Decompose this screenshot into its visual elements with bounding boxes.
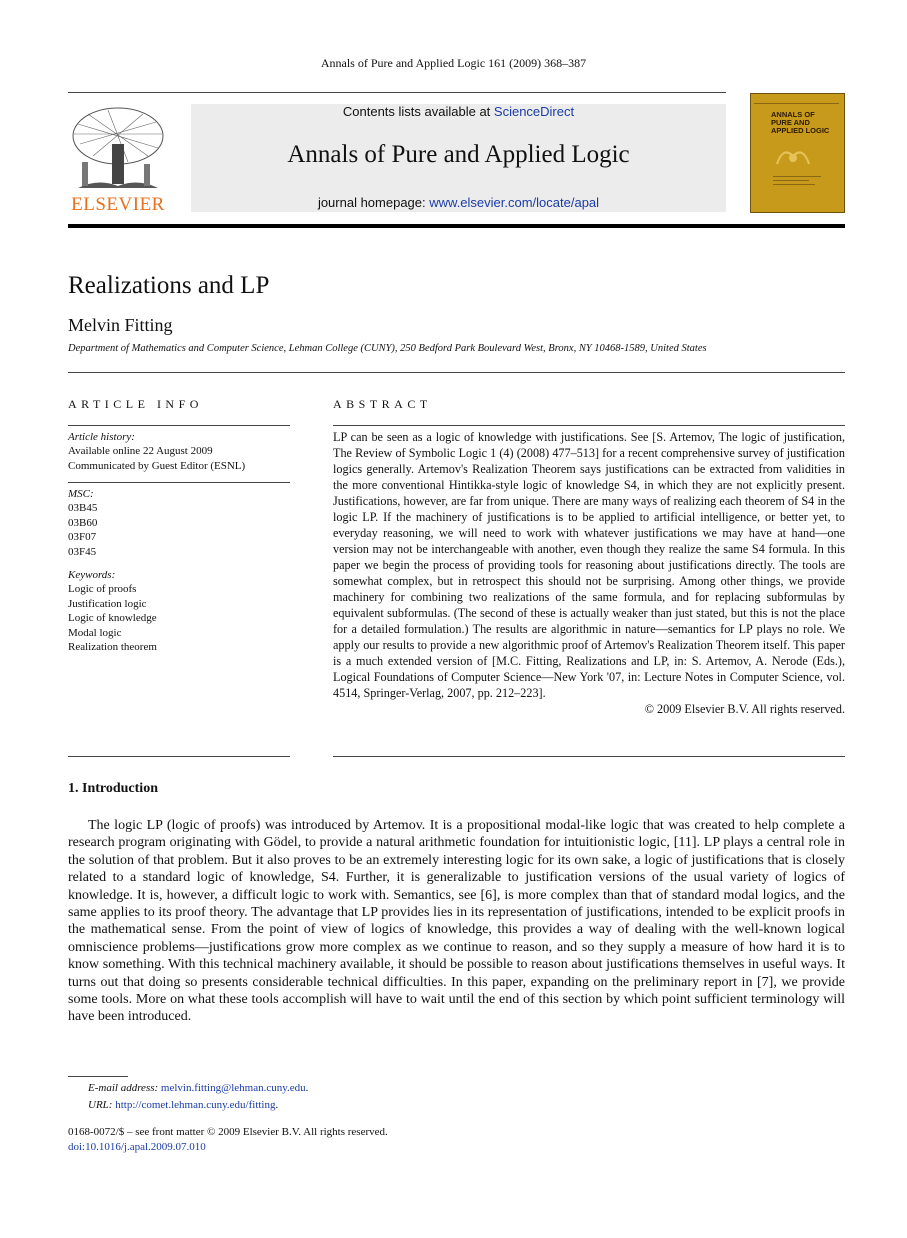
msc-item: 03B45: [68, 502, 98, 515]
homepage-line: [191, 195, 726, 210]
contents-prefix: Contents lists available at: [342, 104, 494, 119]
keyword-item: Justification logic: [68, 597, 147, 610]
history-item: Communicated by Guest Editor (ESNL): [68, 459, 246, 472]
msc-item: 03F45: [68, 545, 97, 558]
front-matter-line: 0168-0072/$ – see front matter © 2009 Elsevier B.V. All rights reserved.: [68, 1126, 388, 1138]
cover-top-strip: [754, 97, 839, 104]
msc-item: 03F07: [68, 531, 97, 544]
article-info-heading: ARTICLE INFO: [68, 397, 203, 411]
history-item: Available online 22 August 2009: [68, 445, 213, 458]
email-link[interactable]: melvin.fitting@lehman.cuny.edu: [160, 1082, 306, 1094]
cover-fine-print: [773, 176, 821, 185]
keyword-item: Realization theorem: [68, 641, 157, 654]
title-rule: [68, 372, 845, 373]
abstract-rule-bottom: [333, 756, 845, 757]
url-link[interactable]: http://comet.lehman.cuny.edu/fitting: [115, 1099, 276, 1111]
info-rule-bottom: [68, 756, 290, 757]
running-header: Annals of Pure and Applied Logic 161 (2009) 368–387: [320, 56, 587, 70]
footnote-url: URL: http://comet.lehman.cuny.edu/fitting.: [68, 1099, 278, 1111]
article-title: Realizations and LP: [68, 272, 270, 299]
homepage-link[interactable]: www.elsevier.com/locate/apal: [429, 195, 600, 210]
abstract-body: [333, 429, 845, 717]
homepage-prefix: journal homepage:: [317, 195, 430, 210]
keyword-item: Logic of knowledge: [68, 612, 157, 625]
info-rule-1: [68, 425, 290, 426]
keywords-list: [68, 568, 290, 654]
author-affiliation: Department of Mathematics and Computer Science, Lehman College (CUNY), 250 Bedford Park Boulevard West, Bronx, NY 10468-1589, United States: [68, 343, 707, 354]
footnote-email: E-mail address: melvin.fitting@lehman.cuny.edu.: [68, 1082, 308, 1094]
section-heading-introduction: 1. Introduction: [68, 781, 158, 796]
keyword-item: Modal logic: [68, 626, 122, 639]
masthead-top-rule: [68, 92, 726, 93]
abstract-copyright: © 2009 Elsevier B.V. All rights reserved.: [644, 702, 845, 716]
cover-title: ANNALS OF PURE AND APPLIED LOGIC: [771, 110, 830, 135]
keyword-item: Logic of proofs: [68, 583, 137, 596]
sciencedirect-link[interactable]: ScienceDirect: [493, 104, 575, 119]
author-name: Melvin Fitting: [68, 315, 173, 335]
msc-item: 03B60: [68, 516, 98, 529]
doi-link[interactable]: doi:10.1016/j.apal.2009.07.010: [68, 1141, 206, 1153]
introduction-paragraph: The logic LP (logic of proofs) was introduced by Artemov. It is a propositional modal-like logic that was created to help complete a research program originating with Gödel, to provide a natural arithmetic foundation for intuitionistic logic, [11]. LP plays a central role in the solution of that problem. But it also proves to be an extremely interesting logic for its own sake, a logic of justifications that is closely related to a standard logic of knowledge, S4. Further, it is generalizable to justification versions of the usual variety of logics of knowledge. It is, however, a difficult logic to work with. Semantics, see [6], is more complex than that of standard modal logics, and the same applies to its proof theory. The advantage that LP provides lies in its representation of justifications, intended to be explicit proofs in the mathematical sense. From the point of view of logics of knowledge, this provides a way of dealing with the well-known logical omniscience problems—justifications grow more complex as we continue to reason, and so they supply a measure of how hard it is to know something. With this technical machinery available, it should be possible to reason about justifications themselves in useful ways. It turns out that doing so presents considerable technical difficulties. In this paper, expanding on the preliminary report in [7], we provide some tools. More on what these tools accomplish will have to wait until the end of this section by which point sufficient terminology will have been introduced.: [68, 818, 845, 1025]
keywords-label: Keywords:: [68, 569, 116, 581]
abstract-text: LP can be seen as a logic of knowledge with justifications. See [S. Artemov, The logic of justification, The Review of Symbolic Logic 1 (4) (2008) 477–513] for a recent comprehensive survey of justification logics generally. Artemov's Realization Theorem says justifications can be extracted from validities in the more conventional Hintikka-style logic of knowledge S4, in which they are not explicitly present. Justifications, however, are far from unique. There are many ways of realizing each theorem of S4 in the logic LP. If the machinery of justifications is to be applied to artificial intelligence, or better yet, to everyday reasoning, we will need to work with whatever justifications we may have at hand—one version may not be interchangeable with another, even though they realize the same S4 formula. In this paper we begin the process of providing tools for reasoning about justifications directly. The tools are somewhat complex, but in retrospect this should not be surprising. Among other things, we provide machinery for combining two realizations of the same formula, and for replacing subformulas by equivalent subformulas. (The second of these is actually weaker than just stated, but this is not the place for a detailed formulation.) The results are algorithmic in nature—semantics for LP plays no role. We apply our results to provide a new algorithmic proof of Artemov's Realization Theorem itself. This paper is a much extended version of [M.C. Fitting, Realizations and LP, in: S. Artemov, A. Nerode (Eds.), Logical Foundations of Computer Science—New York '07, in: Lecture Notes in Computer Science, vol. 4514, Springer-Verlag, 2007, pp. 212–223].: [333, 430, 845, 700]
email-label: E-mail address:: [88, 1082, 159, 1094]
url-label: URL:: [88, 1099, 113, 1111]
cover-emblem-icon: [773, 144, 813, 170]
article-history: [68, 430, 290, 473]
abstract-heading: ABSTRACT: [333, 397, 432, 411]
msc-label: MSC:: [68, 488, 94, 500]
info-rule-2: [68, 482, 290, 483]
elsevier-wordmark: ELSEVIER: [71, 194, 165, 215]
masthead-thick-rule: [68, 224, 845, 228]
abstract-rule-top: [333, 425, 845, 426]
footnote-rule: [68, 1076, 128, 1077]
elsevier-logo: [68, 104, 168, 214]
journal-cover: [750, 93, 845, 213]
journal-title: Annals of Pure and Applied Logic: [287, 141, 630, 168]
contents-line: [191, 104, 726, 119]
history-label: Article history:: [68, 431, 135, 443]
msc-list: [68, 487, 290, 559]
